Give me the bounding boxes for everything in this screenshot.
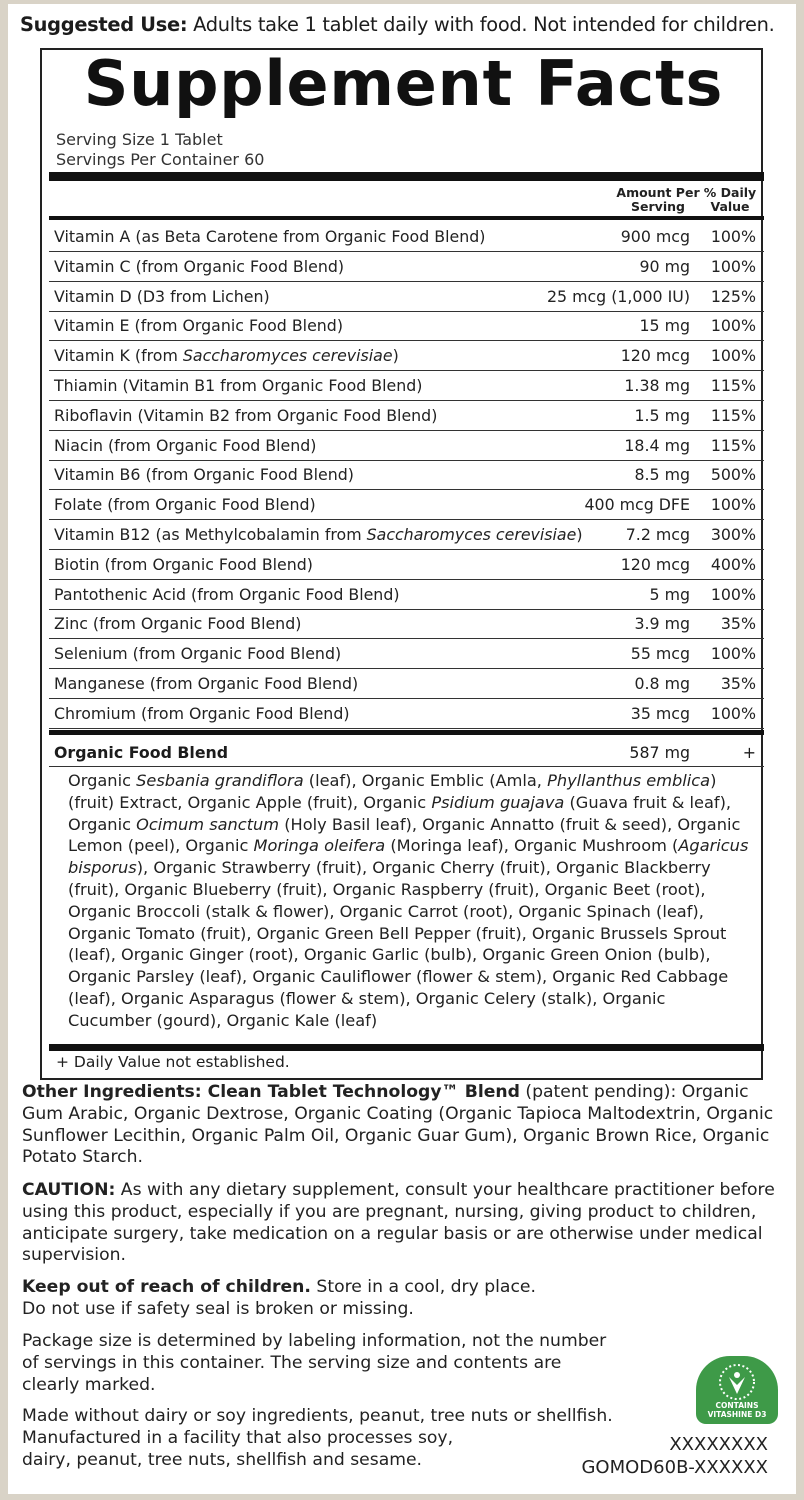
- divider-thick: [49, 172, 764, 181]
- package-statement: Package size is determined by labeling information, not the number of servings in this container. The serving size and contents are clearly marked.: [22, 1331, 607, 1395]
- table-row: [49, 311, 764, 341]
- nutrient-amount: 120 mcg: [620, 346, 690, 366]
- facts-title: Supplement Facts: [83, 47, 724, 120]
- nutrient-name: Biotin (from Organic Food Blend): [54, 554, 313, 574]
- nutrient-name: Vitamin A (as Beta Carotene from Organic Food Blend): [54, 227, 486, 246]
- table-row: [49, 550, 764, 580]
- table-row: [49, 520, 764, 550]
- nutrient-amount: 1.5 mg: [634, 405, 690, 425]
- table-row: [49, 222, 764, 252]
- table-row: [49, 490, 764, 520]
- nutrient-amount: 8.5 mg: [634, 465, 690, 485]
- divider-blend: [49, 730, 764, 735]
- nutrient-dv: 100%: [710, 227, 756, 246]
- nutrient-dv: 100%: [710, 316, 756, 336]
- supplement-label: [8, 4, 796, 1494]
- divider-footer: [49, 1044, 764, 1051]
- nutrient-name: Manganese (from Organic Food Blend): [54, 674, 359, 693]
- nutrient-name: Selenium (from Organic Food Blend): [54, 644, 342, 664]
- nutrient-dv: 100%: [710, 584, 756, 604]
- table-row: [49, 669, 764, 699]
- nutrient-dv: 35%: [720, 614, 756, 634]
- nutrient-dv: 400%: [710, 554, 756, 574]
- serving-size: Serving Size 1 Tablet: [56, 130, 223, 149]
- divider-header: [49, 216, 764, 220]
- other-ingredients: Other Ingredients: Clean Tablet Technology™ Blend (patent pending): Organic Gum Arabic, Organic Dextrose, Organic Coating (Organic Tapioca Maltodextrin, Organic Sunflower Lecithin, Organic Palm Oil, Organic Guar Gum), Organic Brown Rice, Organic Potato Starch.: [22, 1082, 774, 1168]
- nutrient-name: Zinc (from Organic Food Blend): [54, 614, 302, 634]
- sun-leaf-icon: [696, 1358, 778, 1404]
- lot-code: XXXXXXXX: [669, 1434, 768, 1455]
- nutrient-amount: 5 mg: [649, 584, 690, 604]
- table-row: [49, 460, 764, 490]
- sku-code: GOMOD60B-XXXXXX: [581, 1457, 768, 1478]
- nutrient-name: Vitamin E (from Organic Food Blend): [54, 316, 343, 336]
- nutrient-amount: 3.9 mg: [634, 614, 690, 634]
- nutrient-amount: 7.2 mcg: [625, 525, 690, 544]
- table-row: [49, 341, 764, 371]
- nutrient-dv: 115%: [710, 376, 756, 395]
- table-row: [49, 580, 764, 610]
- nutrient-name: Riboflavin (Vitamin B2 from Organic Food Blend): [54, 405, 438, 425]
- blend-ingredients: Organic Sesbania grandiflora (leaf), Organic Emblic (Amla, Phyllanthus emblica) (fruit) Extract, Organic Apple (fruit), Organic Psidium guajava (Guava fruit & leaf), Organic Ocimum sanctum (Holy Basil leaf), Organic Annatto (fruit & seed), Organic Lemon (peel), Organic Moringa oleifera (Moringa leaf), Organic Mushroom (Agaricus bisporus), Organic Strawberry (fruit), Organic Cherry (fruit), Organic Blackberry (fruit), Organic Blueberry (fruit), Organic Raspberry (fruit), Organic Beet (root), Organic Broccoli (stalk & flower), Organic Carrot (root), Organic Spinach (leaf), Organic Tomato (fruit), Organic Green Bell Pepper (fruit), Organic Brussels Sprout (leaf), Organic Ginger (root), Organic Garlic (bulb), Organic Green Onion (bulb), Organic Parsley (leaf), Organic Cauliflower (flower & stem), Organic Red Cabbage (leaf), Organic Asparagus (flower & stem), Organic Celery (stalk), Organic Cucumber (gourd), Organic Kale (leaf): [68, 771, 749, 1030]
- nutrient-amount: 0.8 mg: [634, 674, 690, 693]
- nutrient-amount: 18.4 mg: [624, 435, 690, 455]
- servings-per-container: Servings Per Container 60: [56, 150, 265, 169]
- blend-amount: 587 mg: [629, 743, 690, 762]
- nutrient-amount: 900 mcg: [620, 227, 690, 246]
- table-row: [49, 371, 764, 401]
- nutrient-dv: 115%: [710, 405, 756, 425]
- table-row: [49, 431, 764, 461]
- nutrient-name: Chromium (from Organic Food Blend): [54, 703, 350, 723]
- nutrient-dv: 35%: [720, 674, 756, 693]
- nutrient-dv: 500%: [710, 465, 756, 485]
- nutrient-dv: 100%: [710, 644, 756, 664]
- nutrient-name: Vitamin B6 (from Organic Food Blend): [54, 465, 354, 485]
- nutrient-amount: 90 mg: [639, 256, 690, 276]
- nutrient-dv: 115%: [710, 435, 756, 455]
- nutrient-amount: 1.38 mg: [624, 376, 690, 395]
- table-row: [49, 401, 764, 431]
- blend-dv: +: [742, 743, 756, 762]
- nutrient-amount: 15 mg: [639, 316, 690, 336]
- nutrient-name: Pantothenic Acid (from Organic Food Blend): [54, 584, 400, 604]
- caution: CAUTION: As with any dietary supplement, consult your healthcare practitioner before using this product, especially if you are pregnant, nursing, giving product to children, anticipate surgery, take medication on a regular basis or are otherwise under medical supervision.: [22, 1180, 775, 1266]
- table-row: [49, 252, 764, 282]
- nutrient-amount: 35 mcg: [630, 703, 690, 723]
- nutrient-name: Vitamin C (from Organic Food Blend): [54, 256, 345, 276]
- nutrient-dv: 100%: [710, 703, 756, 723]
- nutrient-amount: 55 mcg: [630, 644, 690, 664]
- suggested-use: Suggested Use: Adults take 1 tablet daily with food. Not intended for children.: [20, 13, 775, 36]
- table-row: [49, 282, 764, 312]
- badge-line2: VITASHINE D3: [707, 1410, 767, 1419]
- nutrient-amount: 25 mcg (1,000 IU): [546, 286, 690, 306]
- nutrient-name: Vitamin D (D3 from Lichen): [54, 286, 270, 306]
- nutrient-amount: 120 mcg: [620, 554, 690, 574]
- nutrient-name: Folate (from Organic Food Blend): [54, 495, 316, 515]
- nutrient-name: Vitamin K (from Saccharomyces cerevisiae): [54, 346, 399, 366]
- keep-out-of-reach: Keep out of reach of children. Store in a cool, dry place. Do not use if safety seal is broken or missing.: [22, 1277, 536, 1319]
- table-row: [49, 639, 764, 669]
- nutrient-dv: 300%: [710, 525, 756, 544]
- column-header-dv: % Daily Value: [703, 185, 757, 214]
- column-header-amount: Amount Per Serving: [616, 185, 700, 214]
- nutrient-name: Vitamin B12 (as Methylcobalamin from Saccharomyces cerevisiae): [54, 525, 583, 544]
- nutrient-dv: 100%: [710, 495, 756, 515]
- nutrient-dv: 100%: [710, 346, 756, 366]
- footnote: + Daily Value not established.: [56, 1053, 290, 1071]
- nutrient-dv: 125%: [710, 286, 756, 306]
- badge-line1: CONTAINS: [715, 1401, 759, 1410]
- vitashine-badge: [696, 1356, 778, 1424]
- table-row: [49, 699, 764, 729]
- allergen-statement: Made without dairy or soy ingredients, peanut, tree nuts or shellfish. Manufactured in a facility that also processes soy, dairy, peanut, tree nuts, shellfish and sesame.: [22, 1406, 613, 1470]
- nutrient-amount: 400 mcg DFE: [584, 495, 690, 515]
- supplement-facts-panel: [40, 48, 763, 1080]
- blend-name: Organic Food Blend: [54, 743, 229, 762]
- nutrient-dv: 100%: [710, 256, 756, 276]
- table-row: [49, 609, 764, 639]
- blend-row: [49, 738, 764, 768]
- nutrient-name: Niacin (from Organic Food Blend): [54, 435, 317, 455]
- nutrient-name: Thiamin (Vitamin B1 from Organic Food Blend): [54, 376, 423, 395]
- blend-divider: [49, 766, 764, 767]
